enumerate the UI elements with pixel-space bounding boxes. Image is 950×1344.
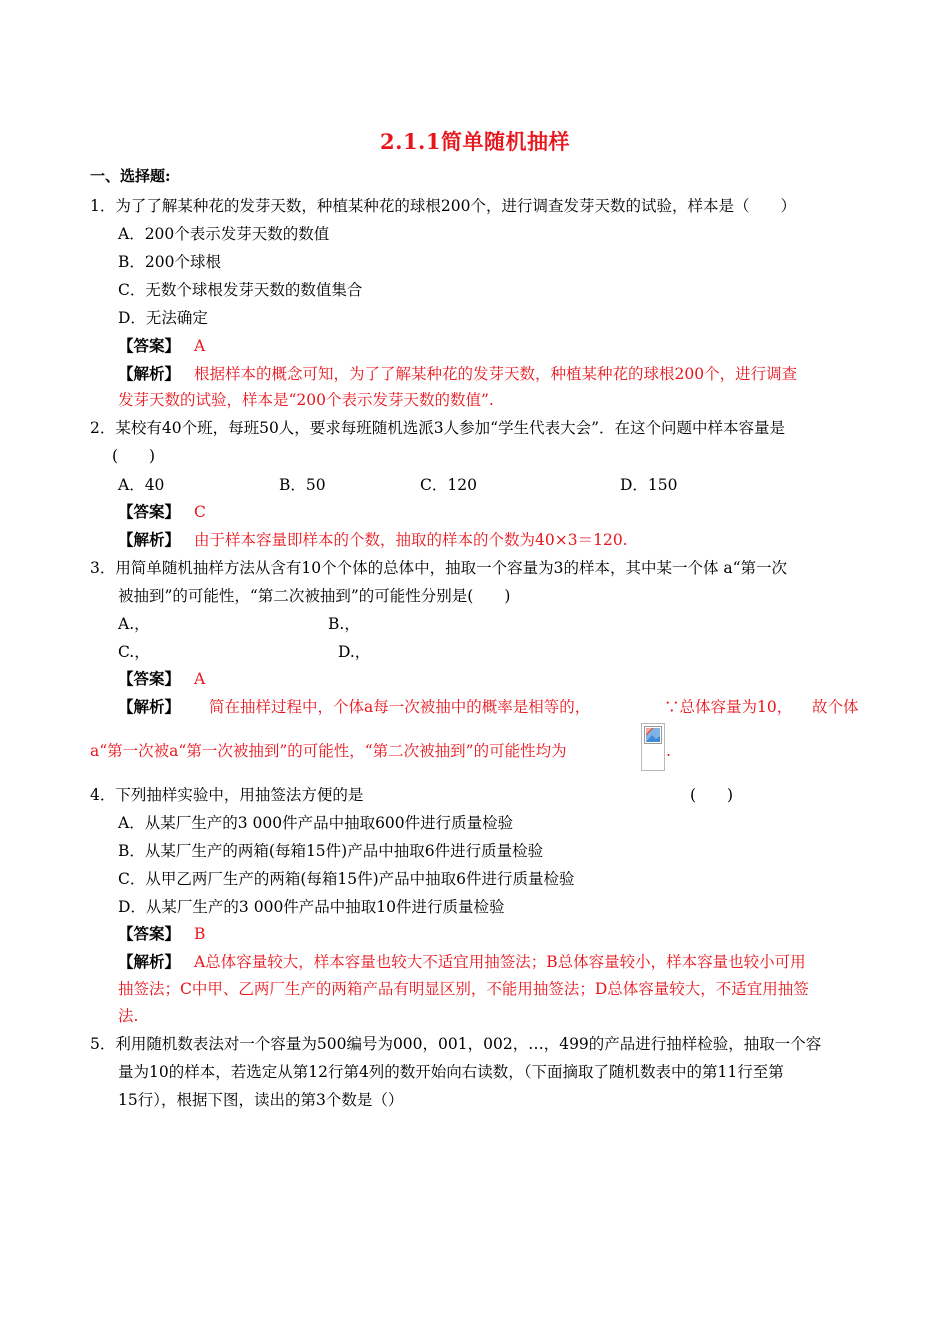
q2-analysis-line-1: 由于样本容量即样本的个数，抽取的样本的个数为40×3＝120. xyxy=(194,531,628,549)
document-title: 2.1.1简单随机抽样 xyxy=(380,129,570,154)
answer-label: 【答案】 xyxy=(118,336,181,355)
q3-option-c: C.， xyxy=(118,643,150,661)
q4-analysis-line-1: A总体容量较大，样本容量也较大不适宜用抽签法；B总体容量较小，样本容量也较小可用 xyxy=(194,953,806,971)
q2-analysis-row xyxy=(118,530,628,550)
answer-label: 【答案】 xyxy=(118,924,181,943)
q3-stem: 3．用简单随机抽样方法从含有10个个体的总体中，抽取一个容量为3的样本，其中某一个体 a“第一次 xyxy=(90,559,788,577)
q2-stem-paren: ( ) xyxy=(112,447,156,465)
analysis-label: 【解析】 xyxy=(118,697,181,716)
q1-analysis-row xyxy=(118,364,797,384)
q4-analysis-line-3: 法. xyxy=(118,1007,139,1025)
q4-analysis-line-2: 抽签法；C中甲、乙两厂生产的两箱产品有明显区别，不能用抽签法；D总体容量较大，不适宜用抽签 xyxy=(118,980,809,998)
q2-stem: 2．某校有40个班，每班50人，要求每班随机选派3人参加“学生代表大会”．在这个问题中样本容量是 xyxy=(90,419,786,437)
section-heading: 一、选择题: xyxy=(90,167,171,185)
answer-label: 【答案】 xyxy=(118,502,181,521)
q2-answer-row xyxy=(118,502,206,522)
q3-answer-row xyxy=(118,669,205,689)
q1-analysis-line-1: 根据样本的概念可知，为了了解某种花的发芽天数，种植某种花的球根200个，进行调查 xyxy=(194,365,798,383)
q3-analysis-end: . xyxy=(666,742,671,760)
q4-option-c: C．从甲乙两厂生产的两箱(每箱15件)产品中抽取6件进行质量检验 xyxy=(118,870,575,888)
q4-analysis-row xyxy=(118,952,806,972)
q3-stem-line-2: 被抽到”的可能性，“第二次被抽到”的可能性分别是( ) xyxy=(118,587,511,605)
q2-option-a: A．40 xyxy=(118,476,165,494)
q3-analysis-part-1: 简在抽样过程中，个体a每一次被抽中的概率是相等的， xyxy=(209,698,591,716)
q5-stem: 5．利用随机数表法对一个容量为500编号为000，001，002，…，499的产品进行抽样检验，抽取一个容 xyxy=(90,1035,822,1053)
q2-option-c: C．120 xyxy=(420,476,477,494)
q2-option-d: D．150 xyxy=(620,476,678,494)
q4-stem-paren: ( ) xyxy=(690,786,734,804)
broken-image-icon xyxy=(641,723,665,771)
q1-stem: 1．为了了解某种花的发芽天数，种植某种花的球根200个，进行调查发芽天数的试验，样本是（ ） xyxy=(90,197,796,215)
q1-analysis-line-2: 发芽天数的试验，样本是“200个表示发芽天数的数值”. xyxy=(118,391,494,409)
q5-stem-line-3: 15行），根据下图，读出的第3个数是（） xyxy=(118,1091,404,1109)
q1-option-a: A．200个表示发芽天数的数值 xyxy=(118,225,330,243)
q3-analysis-row xyxy=(118,697,180,717)
q3-option-a: A.， xyxy=(118,615,150,633)
q2-answer: C xyxy=(194,503,206,521)
q1-answer-row xyxy=(118,336,205,356)
q3-option-d: D.， xyxy=(338,643,371,661)
analysis-label: 【解析】 xyxy=(118,364,181,383)
q4-option-a: A．从某厂生产的3 000件产品中抽取600件进行质量检验 xyxy=(118,814,514,832)
q1-option-b: B．200个球根 xyxy=(118,253,221,271)
q4-answer-row xyxy=(118,924,205,944)
q1-answer: A xyxy=(194,337,206,355)
analysis-label: 【解析】 xyxy=(118,530,181,549)
q3-analysis-part-2: ∵总体容量为10， xyxy=(664,698,793,716)
analysis-label: 【解析】 xyxy=(118,952,181,971)
q4-option-b: B．从某厂生产的两箱(每箱15件)产品中抽取6件进行质量检验 xyxy=(118,842,544,860)
q3-analysis-part-3: 故个体 xyxy=(812,698,859,716)
q4-answer: B xyxy=(194,925,206,943)
q1-option-d: D．无法确定 xyxy=(118,309,208,327)
q3-option-b: B.， xyxy=(328,615,360,633)
q3-analysis-line-2: a“第一次被a“第一次被抽到”的可能性，“第二次被抽到”的可能性均为 xyxy=(90,742,567,760)
q4-option-d: D．从某厂生产的3 000件产品中抽取10件进行质量检验 xyxy=(118,898,505,916)
q5-stem-line-2: 量为10的样本，若选定从第12行第4列的数开始向右读数，（下面摘取了随机数表中的第11行至第 xyxy=(118,1063,784,1081)
answer-label: 【答案】 xyxy=(118,669,181,688)
q3-answer: A xyxy=(194,670,206,688)
q4-stem: 4．下列抽样实验中，用抽签法方便的是 xyxy=(90,786,364,804)
q1-option-c: C．无数个球根发芽天数的数值集合 xyxy=(118,281,363,299)
q2-option-b: B．50 xyxy=(279,476,326,494)
